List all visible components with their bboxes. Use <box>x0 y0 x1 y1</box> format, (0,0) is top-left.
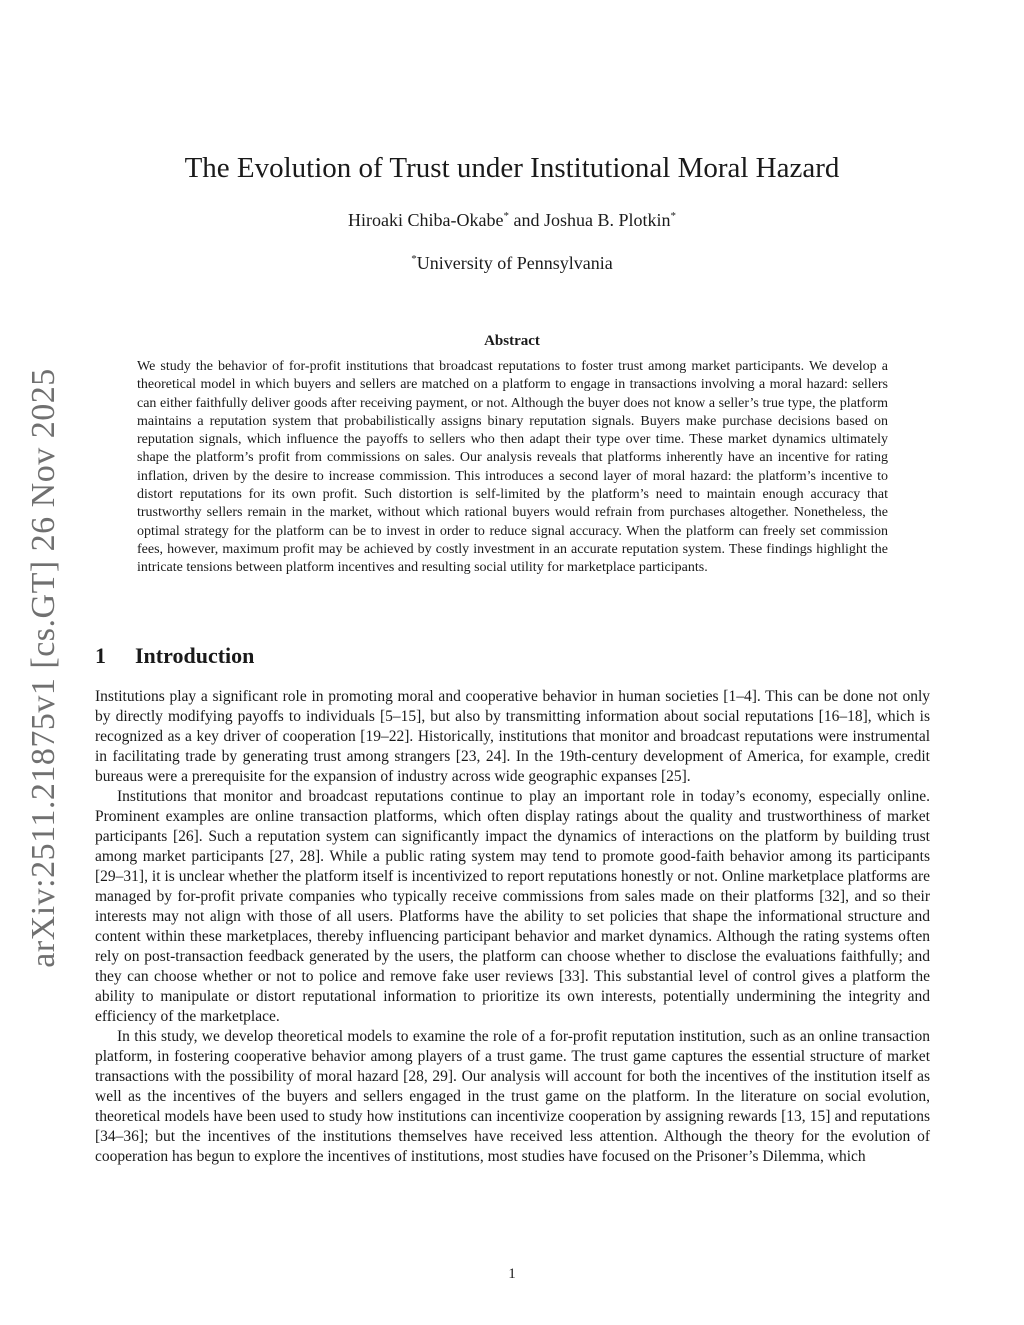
author-separator: and <box>508 210 544 230</box>
affiliation-name: University of Pennsylvania <box>416 253 613 273</box>
section-number: 1 <box>95 643 106 668</box>
arxiv-sidebar-stamp <box>8 367 80 968</box>
introduction-body <box>95 687 930 1167</box>
paragraph: Institutions that monitor and broadcast reputations continue to play an important role in today’s economy, especially online. Prominent examples are online transaction platforms, which often display ratings about the quality and trustworthiness of market participants [26]. Such a reputation system can significantly impact the dynamics of interactions on the platform by building trust among market participants [27, 28]. While a public rating system may tend to promote good-faith behavior among its participants [29–31], it is unclear whether the platform itself is incentivized to report reputations honestly or not. Online marketplace platforms are managed by for-profit private companies who typically receive commissions from sales made on their platforms [32], and so their interests may not align with those of all users. Platforms have the ability to set policies that shape the informational structure and content within these marketplaces, thereby influencing participant behavior and market dynamics. Although the rating systems often rely on post-transaction feedback generated by the users, the platform can choose whether to disclose the evaluations faithfully; and they can choose whether or not to police and remove fake user reviews [33]. This substantial level of control gives a platform the ability to manipulate or distort reputational information to prioritize its own interests, potentially undermining the integrity and efficiency of the marketplace. <box>95 788 930 1025</box>
abstract-heading: Abstract <box>484 333 540 349</box>
arxiv-identifier: arXiv:2511.21875v1 [cs.GT] 26 Nov 2025 <box>25 367 62 968</box>
author-list <box>0 210 1024 231</box>
page-number: 1 <box>508 1266 516 1282</box>
section-heading <box>95 643 254 669</box>
affiliation-mark: * <box>670 210 676 222</box>
affiliation <box>0 253 1024 274</box>
author-name: Hiroaki Chiba-Okabe <box>348 210 504 230</box>
paragraph: In this study, we develop theoretical models to examine the role of a for-profit reputation institution, such as an online transaction platform, in fostering cooperative behavior among players of a trust game. The trust game captures the essential structure of market transactions with the possibility of moral hazard [28, 29]. Our analysis will account for both the incentives of the institution itself as well as the incentives of the buyers and sellers engaged in the trust game on the platform. In the literature on social evolution, theoretical models have been used to study how institutions can incentivize cooperation by assigning rewards [13, 15] and reputations [34–36]; but the incentives of the institutions themselves have received less attention. Although the theory for the evolution of cooperation has begun to explore the incentives of institutions, most studies have focused on the Prisoner’s Dilemma, which <box>95 1028 930 1165</box>
affiliation-mark: * <box>411 253 417 265</box>
affiliation-mark: * <box>503 210 509 222</box>
author-name: Joshua B. Plotkin <box>543 210 671 230</box>
abstract-body: We study the behavior of for-profit institutions that broadcast reputations to foster trust among market participants. We develop a theoretical model in which buyers and sellers are matched on a platform to engage in transactions involving a moral hazard: sellers can either faithfully deliver goods after receiving payment, or not. Although the buyer does not know a seller’s true type, the platform maintains a reputation system that probabilistically assigns binary reputation signals. Buyers make purchase decisions based on reputation signals, which influence the payoffs to sellers who then adapt their type over time. These market dynamics ultimately shape the platform’s profit from commissions on sales. Our analysis reveals that platforms inherently have an incentive for rating inflation, driven by the desire to increase commission. This introduces a second layer of moral hazard: the platform’s incentive to distort reputations for its own profit. Such distortion is self-limited by the platform’s need to maintain enough accuracy that trustworthy sellers remain in the market, without which rational buyers would refrain from purchases altogether. Nonetheless, the optimal strategy for the platform can be to invest in order to reduce signal accuracy. When the platform can freely set commission fees, however, maximum profit may be achieved by costly investment in an accurate reputation system. These findings highlight the intricate tensions between platform incentives and resulting social utility for marketplace participants. <box>137 359 888 576</box>
section-title: Introduction <box>135 643 255 668</box>
paragraph: Institutions play a significant role in promoting moral and cooperative behavior in human societies [1–4]. This can be done not only by directly modifying payoffs to individuals [5–15], but also by transmitting information about social reputations [16–18], which is recognized as a key driver of cooperation [19–22]. Historically, institutions that monitor and broadcast reputations were instrumental in facilitating trade by generating trust among strangers [23, 24]. In the 19th-century development of America, for example, credit bureaus were a prerequisite for the expansion of industry across wide geographic expanses [25]. <box>95 688 930 785</box>
paper-title: The Evolution of Trust under Institutional Moral Hazard <box>184 152 840 184</box>
